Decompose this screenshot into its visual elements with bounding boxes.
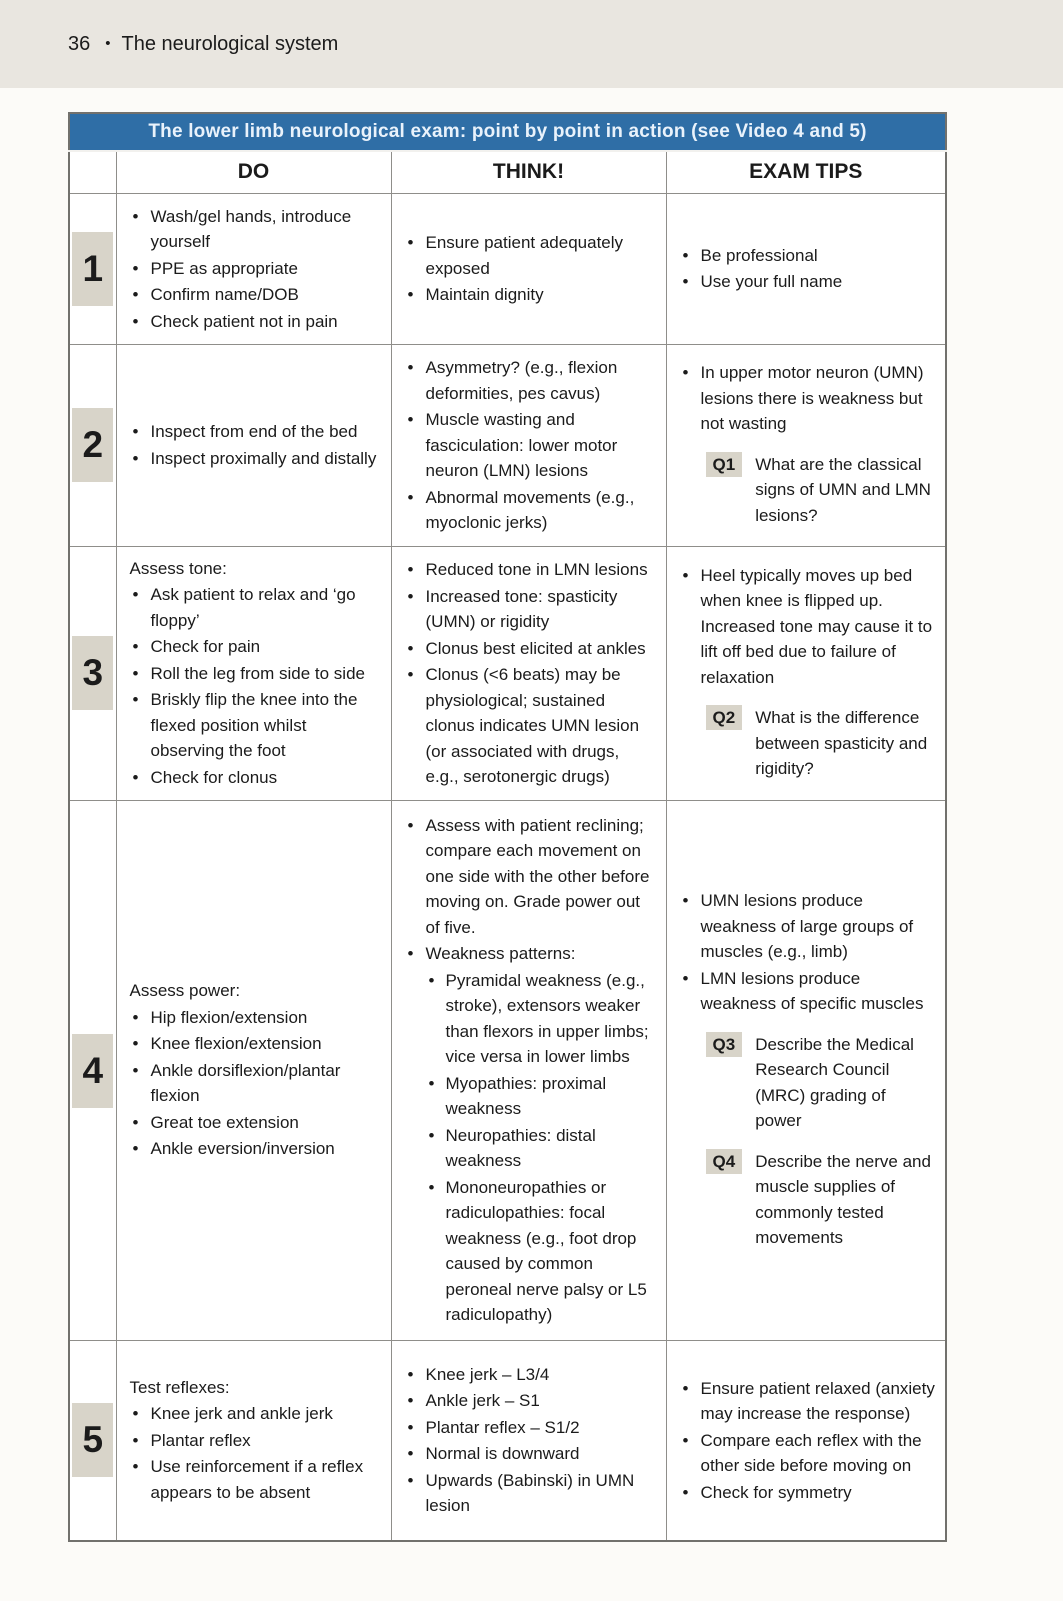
bullet-list (404, 1362, 657, 1519)
bullet-content (151, 1110, 382, 1136)
row-number-cell (69, 345, 116, 547)
bullet-item (404, 584, 657, 635)
bullet-dot-icon: • (132, 585, 139, 604)
question-badge: Q3 (706, 1032, 743, 1057)
think-cell (391, 801, 666, 1341)
bullet-item (129, 1058, 382, 1109)
bullet-dot-icon: • (407, 358, 414, 377)
bullet-dot-icon: • (132, 258, 139, 278)
row-number-cell (69, 801, 116, 1341)
bullet-content (426, 662, 657, 790)
bullet-item (129, 1401, 382, 1427)
bullet-text: Confirm name/DOB (150, 285, 299, 304)
bullet-text: Asymmetry? (e.g., flexion deformities, pes cavus) (425, 358, 618, 403)
do-cell (116, 801, 391, 1341)
sub-bullet-item (426, 1071, 657, 1122)
exam-table-body (69, 193, 946, 1541)
bullet-content (151, 661, 382, 687)
row-number-cell (69, 193, 116, 345)
bullet-text: Knee jerk and ankle jerk (150, 1404, 333, 1423)
do-intro: Test reflexes: (129, 1377, 230, 1397)
bullet-dot-icon: • (428, 1125, 435, 1145)
bullet-item (404, 1441, 657, 1467)
bullet-text: Ankle jerk – S1 (425, 1391, 540, 1411)
bullet-text: Ensure patient relaxed (anxiety may increase the response) (700, 1378, 935, 1423)
bullet-item (404, 1362, 657, 1388)
table-row (69, 801, 946, 1341)
think-cell (391, 193, 666, 345)
bullet-text: Clonus best elicited at ankles (425, 638, 646, 658)
bullet-content (426, 485, 657, 536)
bullet-item (679, 269, 937, 295)
bullet-content (446, 1175, 657, 1328)
bullet-item (129, 1428, 382, 1454)
bullet-dot-icon: • (132, 1060, 139, 1080)
bullet-text: Check for symmetry (700, 1482, 852, 1502)
bullet-item (129, 309, 382, 335)
bullet-dot-icon: • (682, 245, 689, 265)
bullet-content (701, 1480, 937, 1506)
bullet-content (151, 1058, 382, 1109)
bullet-item (129, 282, 382, 308)
bullet-content (701, 269, 937, 295)
column-header-do: DO (116, 151, 391, 193)
question-badge: Q1 (706, 452, 743, 477)
question-item (706, 1032, 937, 1134)
bullet-text: Reduced tone in LMN lesions (425, 560, 648, 579)
bullet-dot-icon: • (132, 663, 139, 683)
bullet-dot-icon: • (132, 690, 139, 709)
row-number-box (72, 408, 113, 482)
bullet-list (129, 204, 382, 335)
bullet-item (404, 1415, 657, 1441)
do-intro: Assess power: (129, 981, 241, 1001)
bullet-dot-icon: • (132, 285, 139, 304)
table-row (69, 345, 946, 547)
bullet-item (129, 582, 382, 633)
row-number-box (72, 636, 113, 710)
bullet-content (151, 1005, 382, 1031)
bullet-content (151, 687, 382, 764)
bullet-text: Knee jerk – L3/4 (425, 1364, 550, 1384)
bullet-dot-icon: • (132, 448, 139, 468)
bullet-text: PPE as appropriate (150, 258, 298, 278)
bullet-item (129, 419, 382, 445)
bullet-text: Check patient not in pain (150, 311, 338, 331)
bullet-content (426, 1362, 657, 1388)
bullet-content (426, 230, 657, 281)
bullet-dot-icon: • (407, 487, 414, 507)
row-number-cell (69, 546, 116, 801)
bullet-content (151, 1428, 382, 1454)
bullet-content (151, 634, 382, 660)
bullet-text: Clonus (<6 beats) may be physiological; sustained clonus indicates UMN lesion (or associated with drugs, e.g., serotonergic drugs) (425, 665, 640, 786)
bullet-text: Muscle wasting and fasciculation: lower motor neuron (LMN) lesions (425, 410, 618, 480)
sub-bullet-text: Myopathies: proximal weakness (445, 1073, 607, 1118)
bullet-item (129, 687, 382, 764)
sub-bullet-text: Pyramidal weakness (e.g., stroke), extensors weaker than flexors in upper limbs; vice versa in lower limbs (445, 970, 649, 1066)
bullet-content (701, 1428, 937, 1479)
bullet-item (129, 446, 382, 472)
bullet-text: Use your full name (700, 272, 843, 292)
bullet-content (426, 355, 657, 406)
bullet-item (404, 230, 657, 281)
bullet-item (404, 813, 657, 941)
sub-bullet-list (426, 968, 657, 1328)
do-cell (116, 345, 391, 547)
bullet-item (404, 355, 657, 406)
bullet-list (129, 419, 382, 471)
bullet-content (701, 360, 937, 437)
bullet-content (446, 968, 657, 1070)
bullet-text: Assess with patient reclining; compare each movement on one side with the other before moving on. Grade power out of five. (425, 815, 650, 937)
bullet-dot-icon: • (132, 1457, 139, 1476)
bullet-item (679, 360, 937, 437)
question-item (706, 705, 937, 782)
question-text: Describe the Medical Research Council (MRC) grading of power (755, 1034, 914, 1131)
bullet-text: Ankle eversion/inversion (150, 1139, 335, 1159)
bullet-content (151, 1136, 382, 1162)
question-text: What are the classical signs of UMN and LMN lesions? (755, 454, 931, 525)
bullet-dot-icon: • (132, 1112, 139, 1132)
bullet-item (679, 563, 937, 691)
row-number: 3 (82, 652, 104, 694)
examtips-cell (666, 546, 946, 801)
bullet-item (129, 1005, 382, 1031)
bullet-list (404, 230, 657, 308)
bullet-text: Check for clonus (150, 767, 278, 787)
question-text: Describe the nerve and muscle supplies of commonly tested movements (755, 1151, 931, 1248)
row-number-box (72, 232, 113, 306)
bullet-content (701, 888, 937, 965)
bullet-text: Great toe extension (150, 1112, 299, 1132)
bullet-text: Abnormal movements (e.g., myoclonic jerks) (425, 487, 635, 532)
bullet-dot-icon: • (407, 1444, 414, 1464)
bullet-item (129, 1136, 382, 1162)
bullet-item (404, 941, 657, 1329)
bullet-text: Heel typically moves up bed when knee is flipped up. Increased tone may cause it to lift off bed due to failure of relaxation (700, 565, 933, 687)
question-item (706, 1149, 937, 1251)
section-title: The neurological system (121, 32, 339, 55)
bullet-dot-icon: • (132, 767, 139, 787)
think-cell (391, 546, 666, 801)
bullet-text: Hip flexion/extension (150, 1007, 308, 1027)
bullet-content (701, 1376, 937, 1427)
bullet-content (446, 1123, 657, 1174)
bullet-dot-icon: • (132, 206, 139, 226)
bullet-text: Roll the leg from side to side (150, 663, 365, 683)
bullet-item (129, 661, 382, 687)
bullet-dot-icon: • (682, 1378, 689, 1398)
bullet-content (701, 563, 937, 691)
bullet-item (679, 243, 937, 269)
row-number: 1 (82, 247, 104, 289)
bullet-text: Briskly flip the knee into the flexed position whilst observing the foot (150, 690, 358, 760)
bullet-content (151, 1401, 382, 1427)
bullet-list (679, 888, 937, 1017)
bullet-item (679, 966, 937, 1017)
bullet-text: LMN lesions produce weakness of specific muscles (700, 968, 924, 1014)
bullet-content (151, 582, 382, 633)
bullet-item (404, 662, 657, 790)
bullet-content (151, 282, 382, 308)
bullet-text: Plantar reflex – S1/2 (425, 1417, 580, 1437)
examtips-cell (666, 345, 946, 547)
bullet-content (151, 256, 382, 282)
bullet-content (426, 584, 657, 635)
bullet-dot-icon: • (407, 1391, 414, 1411)
bullet-item (404, 1388, 657, 1414)
bullet-item (129, 256, 382, 282)
row-number: 5 (82, 1419, 104, 1461)
bullet-content (701, 966, 937, 1017)
bullet-content (426, 557, 657, 583)
do-cell (116, 546, 391, 801)
bullet-content (151, 446, 382, 472)
question-badge: Q4 (706, 1149, 743, 1174)
bullet-text: Upwards (Babinski) in UMN lesion (425, 1470, 635, 1516)
bullet-dot-icon: • (682, 1482, 689, 1502)
bullet-dot-icon: • (407, 410, 414, 429)
bullet-dot-icon: • (407, 665, 414, 684)
bullet-dot-icon: • (132, 1139, 139, 1159)
bullet-dot-icon: • (407, 586, 414, 606)
bullet-text: Weakness patterns: (425, 944, 576, 963)
bullet-content (151, 1454, 382, 1505)
bullet-item (679, 1480, 937, 1506)
bullet-content (701, 243, 937, 269)
bullet-dot-icon: • (407, 1417, 414, 1437)
bullet-content (426, 813, 657, 941)
bullet-dot-icon: • (407, 944, 414, 963)
bullet-text: Plantar reflex (150, 1430, 251, 1450)
bullet-list (679, 563, 937, 691)
table-row (69, 193, 946, 345)
column-header-examtips: EXAM TIPS (666, 151, 946, 193)
bullet-dot-icon: • (682, 363, 689, 383)
bullet-item (129, 1454, 382, 1505)
bullet-item (404, 557, 657, 583)
bullet-dot-icon: • (407, 1364, 414, 1384)
do-cell (116, 1341, 391, 1541)
bullet-text: Use reinforcement if a reflex appears to be absent (150, 1457, 364, 1502)
bullet-dot-icon: • (132, 1034, 139, 1054)
bullet-dot-icon: • (407, 560, 414, 579)
table-title-row (69, 113, 946, 151)
row-number-cell (69, 1341, 116, 1541)
bullet-list (404, 557, 657, 790)
bullet-content (151, 204, 382, 255)
bullet-dot-icon: • (132, 311, 139, 331)
bullet-text: Inspect proximally and distally (150, 448, 377, 468)
bullet-dot-icon: • (132, 1430, 139, 1450)
bullet-content (426, 1441, 657, 1467)
bullet-content (426, 1468, 657, 1519)
bullet-item (129, 765, 382, 791)
bullet-list (404, 813, 657, 1329)
sub-bullet-text: Mononeuropathies or radiculopathies: focal weakness (e.g., foot drop caused by common peroneal nerve palsy or L5 radiculopathy) (445, 1177, 647, 1324)
bullet-text: Check for pain (150, 637, 261, 656)
page-header (0, 0, 1063, 88)
examtips-cell (666, 193, 946, 345)
exam-table (68, 112, 947, 1542)
bullet-text: Normal is downward (425, 1444, 580, 1464)
bullet-dot-icon: • (682, 891, 689, 911)
bullet-dot-icon: • (428, 970, 435, 990)
bullet-item (129, 204, 382, 255)
bullet-separator-icon: • (105, 34, 111, 52)
bullet-list (129, 1401, 382, 1505)
row-number-box (72, 1034, 113, 1108)
bullet-text: Ensure patient adequately exposed (425, 233, 624, 278)
bullet-text: Maintain dignity (425, 285, 544, 304)
bullet-item (679, 1376, 937, 1427)
bullet-item (404, 485, 657, 536)
bullet-item (404, 1468, 657, 1519)
table-row (69, 1341, 946, 1541)
bullet-list (129, 582, 382, 790)
bullet-item (129, 1031, 382, 1057)
bullet-dot-icon: • (407, 638, 414, 658)
bullet-item (679, 888, 937, 965)
bullet-dot-icon: • (407, 815, 414, 835)
think-cell (391, 1341, 666, 1541)
bullet-item (404, 407, 657, 484)
bullet-content (426, 1388, 657, 1414)
column-header-number (69, 151, 116, 193)
bullet-text: Ankle dorsiflexion/plantar flexion (150, 1060, 341, 1106)
sub-bullet-item (426, 1123, 657, 1174)
question-text: What is the difference between spasticity and rigidity? (755, 708, 928, 779)
question-badge: Q2 (706, 705, 743, 730)
bullet-dot-icon: • (682, 272, 689, 292)
bullet-list (679, 1376, 937, 1506)
bullet-list (404, 355, 657, 536)
bullet-dot-icon: • (132, 1007, 139, 1027)
bullet-item (404, 636, 657, 662)
bullet-content (151, 419, 382, 445)
bullet-content (151, 765, 382, 791)
bullet-dot-icon: • (682, 1430, 689, 1450)
bullet-text: Wash/gel hands, introduce yourself (150, 206, 352, 251)
bullet-content (446, 1071, 657, 1122)
bullet-list (129, 1005, 382, 1162)
column-header-row (69, 151, 946, 193)
page-number: 36 (68, 32, 91, 55)
bullet-text: Compare each reflex with the other side before moving on (700, 1430, 922, 1475)
bullet-content (426, 636, 657, 662)
bullet-content (151, 309, 382, 335)
bullet-content (426, 941, 657, 1329)
examtips-cell (666, 801, 946, 1341)
bullet-content (426, 282, 657, 308)
think-cell (391, 345, 666, 547)
bullet-item (129, 634, 382, 660)
bullet-list (679, 360, 937, 437)
bullet-text: Inspect from end of the bed (150, 422, 358, 442)
question-item (706, 452, 937, 529)
bullet-content (426, 1415, 657, 1441)
column-header-think: THINK! (391, 151, 666, 193)
row-number: 2 (82, 424, 104, 466)
bullet-text: Be professional (700, 245, 818, 265)
examtips-cell (666, 1341, 946, 1541)
bullet-item (679, 1428, 937, 1479)
bullet-list (679, 243, 937, 295)
bullet-text: Knee flexion/extension (150, 1034, 322, 1054)
sub-bullet-text: Neuropathies: distal weakness (445, 1125, 596, 1170)
table-title: The lower limb neurological exam: point by point in action (see Video 4 and 5) (69, 113, 946, 151)
bullet-text: UMN lesions produce weakness of large groups of muscles (e.g., limb) (700, 891, 914, 962)
bullet-content (151, 1031, 382, 1057)
bullet-text: In upper motor neuron (UMN) lesions there is weakness but not wasting (700, 363, 924, 434)
table-row (69, 546, 946, 801)
bullet-dot-icon: • (428, 1177, 435, 1197)
bullet-item (404, 282, 657, 308)
bullet-dot-icon: • (407, 1470, 414, 1490)
bullet-dot-icon: • (407, 285, 414, 304)
bullet-dot-icon: • (428, 1073, 435, 1093)
bullet-dot-icon: • (682, 968, 689, 988)
bullet-item (129, 1110, 382, 1136)
bullet-dot-icon: • (132, 637, 139, 656)
do-intro: Assess tone: (129, 558, 227, 578)
bullet-dot-icon: • (682, 565, 689, 585)
bullet-text: Increased tone: spasticity (UMN) or rigidity (425, 586, 618, 631)
bullet-dot-icon: • (132, 1404, 139, 1423)
bullet-text: Ask patient to relax and ‘go floppy’ (150, 585, 356, 630)
row-number-box (72, 1403, 113, 1477)
sub-bullet-item (426, 968, 657, 1070)
bullet-dot-icon: • (132, 422, 139, 442)
bullet-content (426, 407, 657, 484)
do-cell (116, 193, 391, 345)
row-number: 4 (82, 1049, 104, 1091)
sub-bullet-item (426, 1175, 657, 1328)
bullet-dot-icon: • (407, 233, 414, 252)
